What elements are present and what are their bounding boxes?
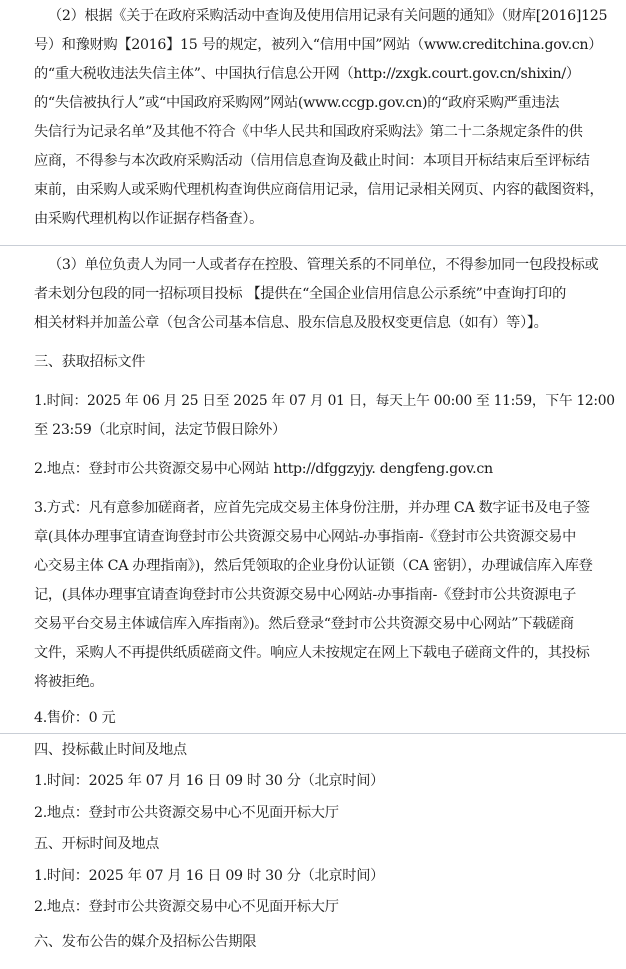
text-line: 4.售价：0 元 <box>34 710 116 726</box>
text-line: 交易平台交易主体诚信库入库指南》)。然后登录“登封市公共资源交易中心网站”下载磋商 <box>34 616 574 632</box>
text-line: 1.时间：2025 年 07 月 16 日 09 时 30 分（北京时间） <box>34 868 384 884</box>
text-line: 的“失信被执行人”或“中国政府采购网”网站(www.ccgp.gov.cn)的“政府采购严重违法 <box>34 95 560 111</box>
scan-fold-line <box>0 245 626 246</box>
text-line: 应商，不得参与本次政府采购活动（信用信息查询及截止时间：本项目开标结束后至评标结 <box>34 153 590 169</box>
text-line: 的“重大税收违法失信主体”、中国执行信息公开网（http://zxgk.court.gov.cn/shixin/） <box>34 66 580 82</box>
text-line: 由采购代理机构以作证据存档备查）。 <box>34 211 263 227</box>
text-line: 者未划分包段的同一招标项目投标 【提供在“全国企业信用信息公示系统”中查询打印的 <box>34 286 566 302</box>
text-line: 3.方式：凡有意参加磋商者，应首先完成交易主体身份注册，并办理 CA 数字证书及电子签 <box>34 500 590 516</box>
section-heading: 四、投标截止时间及地点 <box>34 742 187 758</box>
text-line: 2.地点：登封市公共资源交易中心网站 http://dfggzyjy. dengfeng.gov.cn <box>34 461 493 477</box>
text-line: 至 23:59（北京时间，法定节假日除外） <box>34 422 286 438</box>
text-line: 章(具体办理事宜请查询登封市公共资源交易中心网站-办事指南-《登封市公共资源交易中 <box>34 529 576 545</box>
section-heading: 三、获取招标文件 <box>34 354 146 370</box>
text-line: 2.地点：登封市公共资源交易中心不见面开标大厅 <box>34 805 339 821</box>
text-line: 心交易主体 CA 办理指南》)，然后凭领取的企业身份认证锁（CA 密钥），办理诚信库入库登 <box>34 558 593 574</box>
text-line: 束前，由采购人或采购代理机构查询供应商信用记录，信用记录相关网页、内容的截图资料， <box>34 182 604 198</box>
scan-fold-line <box>0 733 626 734</box>
text-line: （3）单位负责人为同一人或者存在控股、管理关系的不同单位，不得参加同一包段投标或 <box>48 257 599 273</box>
text-line: 文件，采购人不再提供纸质磋商文件。响应人未按规定在网上下载电子磋商文件的，其投标 <box>34 645 590 661</box>
text-line: 相关材料并加盖公章（包含公司基本信息、股东信息及股权变更信息（如有）等）】。 <box>34 315 548 331</box>
text-line: 失信行为记录名单”及其他不符合《中华人民共和国政府采购法》第二十二条规定条件的供 <box>34 124 583 140</box>
text-line: 2.地点：登封市公共资源交易中心不见面开标大厅 <box>34 899 339 915</box>
section-heading: 五、开标时间及地点 <box>34 836 159 852</box>
section-heading: 六、发布公告的媒介及招标公告期限 <box>34 934 257 950</box>
text-line: 1.时间：2025 年 06 月 25 日至 2025 年 07 月 01 日，每天上午 00:00 至 11:59，下午 12:00 <box>34 393 615 409</box>
text-line: 号）和豫财购【2016】15 号的规定，被列入“信用中国”网站（www.creditchina.gov.cn） <box>34 37 603 53</box>
text-line: 将被拒绝。 <box>34 674 104 690</box>
text-line: （2）根据《关于在政府采购活动中查询及使用信用记录有关问题的通知》（财库[2016]125 <box>48 8 608 24</box>
text-line: 记，(具体办理事宜请查询登封市公共资源交易中心网站-办事指南-《登封市公共资源电子 <box>34 587 576 603</box>
text-line: 1.时间：2025 年 07 月 16 日 09 时 30 分（北京时间） <box>34 773 384 789</box>
